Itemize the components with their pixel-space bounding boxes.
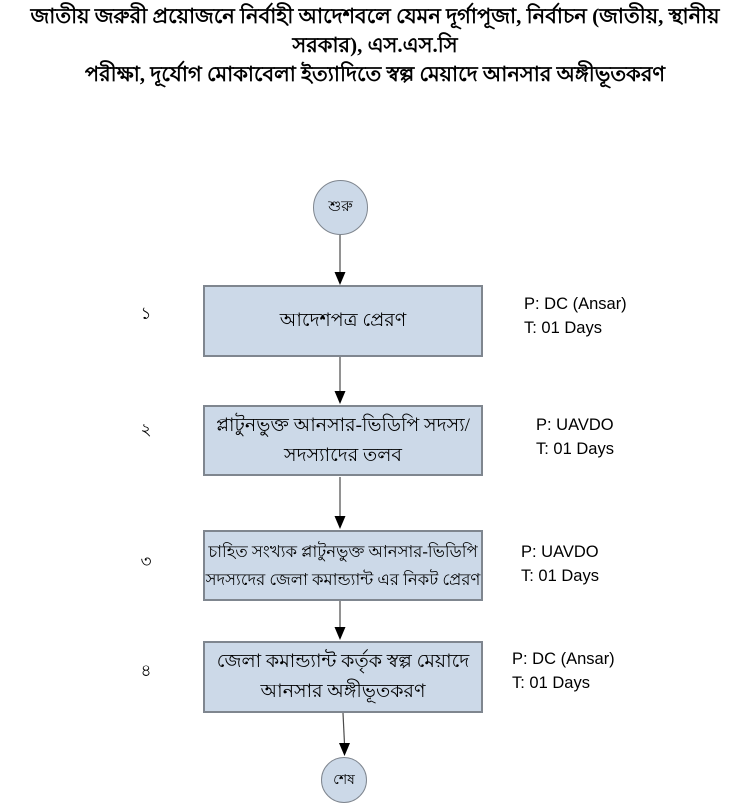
step-meta-1 <box>524 292 627 340</box>
flow-step-box-3 <box>203 530 483 601</box>
arrowhead-icon <box>335 272 346 285</box>
step-meta-3 <box>521 540 599 588</box>
step-box-4-line2: আনসার অঙ্গীভূতকরণ <box>260 681 426 702</box>
step-meta-4-person: P: DC (Ansar) <box>512 650 615 668</box>
step-meta-2-person: P: UAVDO <box>536 416 614 434</box>
step-meta-4-time: T: 01 Days <box>512 674 590 692</box>
step-number-1: ১ <box>140 304 152 323</box>
arrowhead-icon <box>335 391 346 404</box>
step-meta-3-time: T: 01 Days <box>521 567 599 585</box>
arrowhead-icon <box>335 627 346 640</box>
page-title-line1: জাতীয় জরুরী প্রয়োজনে নির্বাহী আদেশবলে যেমন দূর্গাপূজা, নির্বাচন (জাতীয়, স্থানীয় সরকার), এস.এস.সি <box>30 4 720 57</box>
step-box-3-line1: চাহিত সংখ্যক প্লাটুনভুক্ত আনসার-ভিডিপি <box>208 541 478 561</box>
flow-step-box-4 <box>203 641 483 713</box>
flow-step-box-1 <box>203 285 483 357</box>
connector-line <box>343 713 345 744</box>
flow-end-node <box>321 757 367 803</box>
step-box-3-line2: সদস্যদের জেলা কমান্ড্যান্ট এর নিকট প্রেরণ <box>205 569 481 589</box>
arrowhead-icon <box>335 516 346 529</box>
flow-step-box-2 <box>203 405 483 476</box>
step-meta-3-person: P: UAVDO <box>521 543 599 561</box>
step-meta-2-time: T: 01 Days <box>536 440 614 458</box>
step-number-4: ৪ <box>140 661 152 680</box>
arrowhead-icon <box>339 743 350 756</box>
start-node-label: শুরু <box>328 199 353 215</box>
step-meta-1-time: T: 01 Days <box>524 319 602 337</box>
step-meta-4 <box>512 647 615 695</box>
step-number-3: ৩ <box>140 552 152 571</box>
step-meta-1-person: P: DC (Ansar) <box>524 295 627 313</box>
step-box-2-line2: সদস্যাদের তলব <box>284 444 402 466</box>
flow-start-node <box>313 180 368 235</box>
step-box-2-line1: প্লাটুনভুক্ত আনসার-ভিডিপি সদস্য/ <box>216 414 470 436</box>
page-title-line2: পরীক্ষা, দূর্যোগ মোকাবেলা ইত্যাদিতে স্বল্প মেয়াদে আনসার অঙ্গীভূতকরণ <box>84 62 666 86</box>
page-title <box>0 2 750 89</box>
step-box-4-line1: জেলা কমান্ড্যান্ট কর্তৃক স্বল্প মেয়াদে <box>216 651 470 672</box>
step-number-2: ২ <box>140 420 152 439</box>
step-meta-2 <box>536 413 614 461</box>
step-box-1-line1: আদেশপত্র প্রেরণ <box>279 310 407 331</box>
end-node-label: শেষ <box>333 773 355 788</box>
